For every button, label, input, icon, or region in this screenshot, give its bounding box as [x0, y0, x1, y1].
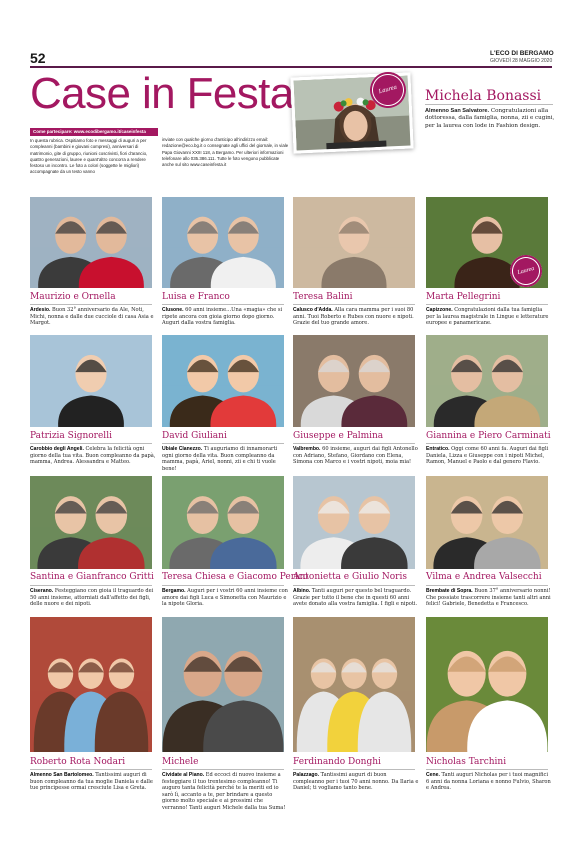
greeting-name: Vilma e Andrea Valsecchi [426, 572, 542, 582]
greeting-name: Teresa Chiesa e Giacomo Perico [162, 572, 309, 582]
greeting-name-rule [162, 304, 284, 305]
greeting-message [293, 307, 419, 327]
greeting-name-rule [162, 769, 284, 770]
greeting-name-rule [30, 769, 152, 770]
greeting-place: Carobbio degli Angeli. [30, 446, 84, 452]
greeting-photo [30, 335, 152, 427]
greeting-photo [293, 197, 415, 288]
greeting-name: Giannina e Piero Carminati [426, 431, 551, 441]
greeting-place: Entratico. [426, 446, 450, 452]
greeting-photo [293, 617, 415, 752]
greeting-place: Ardesio. [30, 307, 51, 313]
greeting-place: Ciserano. [30, 588, 54, 594]
greeting-photo [426, 476, 548, 569]
greeting-name: Teresa Balini [293, 292, 353, 302]
intro-text-right: inviate con qualche giorno d'anticipo all'indirizzo email: redazione@eco.bg.it o consegnate agli uffici del giornale, in viale Papa Giovanni XXIII 118, a Bergamo. Per ulteriori informazioni telefonare allo 035.386.111. Tutte le foto vengono pubblicate anche sul sito www.caseinfesta.it [162, 137, 289, 168]
greeting-text: Congratulazioni dalla tua famiglia per la laurea magistrale in Lingue e letterature europee e panamericane. [426, 307, 549, 327]
greeting-photo [30, 476, 152, 569]
greeting-text: Celebra la felicità ogni giorno della tua vita. Buon compleanno da papà, mamma, Andrea. Alessandra e Matteo. [30, 446, 156, 466]
greeting-place: Palazzago. [293, 772, 320, 778]
greeting-place: Bergamo. [162, 588, 186, 594]
greeting-text: Ed eccoci di nuovo insieme a festeggiare il tuo trentesimo compleanno! Ti auguro tanta felicità perché te la meriti ed io sarò lì, accanto a te, per brindare a questo giorno molto speciale e ai prossimi che verranno! Tanti auguri Michele dalla tua Suma! [162, 772, 286, 811]
intro-text-left: In questa rubrica. Ospitiamo foto e messaggi di auguri a per compleanni (bambini e giovani compresi), anniversari di matrimonio, gite di gruppo, riunioni coscrivisti, fiori d'arancio, quattro generazioni, lauree e quant'altro concorra a rendere festoso un incontro. Le foto a colori (soggette le migliori) accompagnate da un testo vanno [30, 138, 148, 175]
greeting-place: Clusone. [162, 307, 184, 313]
greeting-text: 60 anni insieme…Una «magia» che si ripete ancora con gioia giorno dopo giorno. Auguri dalla vostra famiglia. [162, 307, 283, 327]
greeting-text: Festeggiano con gioia il traguardo dei 50 anni insieme, attorniati dall'affetto dei figli, delle nuore e dei nipoti. [30, 588, 154, 608]
greeting-name-rule [293, 443, 415, 444]
greeting-message [293, 772, 419, 792]
greeting-name: Roberto Rota Nodari [30, 757, 126, 767]
hero-name-rule [425, 104, 553, 105]
greeting-message [162, 307, 288, 327]
greeting-name-rule [30, 585, 152, 586]
greeting-text: Ti auguriamo di innamorarti ogni giorno della vita. Buon compleanno da mamma, papà, Ariel, nonni, zii e chi ti vuole bene! [162, 446, 278, 472]
greeting-photo [30, 617, 152, 752]
greeting-text: Tanti auguri Nicholas per i tuoi magnifici 6 anni da nonna Loriana e nonno Fulvio, Sharon e Andrea. [426, 772, 551, 792]
hero-message-text: Congratulazioni alla dottoressa, dalla famiglia, nonna, zii e cugini, per la laurea con lode in Fashion design. [425, 108, 555, 129]
greeting-name: Nicholas Tarchini [426, 757, 507, 767]
greeting-text: Buon 32° anniversario da Ale, Noti, Michi, nonna e dalle due cucciole di casa Asia e Margot. [30, 307, 154, 327]
greeting-photo [426, 335, 548, 427]
greeting-name-rule [293, 304, 415, 305]
section-title: Case in Festa [30, 69, 294, 118]
publication-name: L'ECO DI BERGAMO [490, 50, 554, 57]
greeting-name: Luisa e Franco [162, 292, 230, 302]
greeting-name-rule [426, 443, 548, 444]
greeting-message [30, 772, 156, 792]
greeting-message [426, 772, 552, 792]
greeting-place: Calusco d'Adda. [293, 307, 333, 313]
greeting-message [293, 446, 419, 466]
greeting-message [30, 446, 156, 466]
greeting-text: Alla cara mamma per i suoi 80 anni. Tuoi Roberto e Rubes con nuore e nipoti. Grazie del tuo grande amore. [293, 307, 414, 327]
page-number: 52 [30, 50, 46, 66]
greeting-message [426, 588, 552, 608]
greeting-message [162, 588, 288, 608]
greeting-name-rule [30, 304, 152, 305]
greeting-photo [293, 476, 415, 569]
greeting-name: David Giuliani [162, 431, 227, 441]
greeting-photo [162, 335, 284, 427]
greeting-text: Tantissimi auguri di buon compleanno da tua moglie Daniela e dalle tue principesse ormai cresciute Lisa e Greta. [30, 772, 153, 792]
greeting-place: Valbrembo. [293, 446, 321, 452]
laurea-badge: Laurea [366, 68, 410, 112]
greeting-place: Almenno San Bartolomeo. [30, 772, 94, 778]
greeting-name-rule [426, 585, 548, 586]
greeting-photo [426, 617, 548, 752]
greeting-name: Giuseppe e Palmina [293, 431, 384, 441]
greeting-name-rule [426, 304, 548, 305]
greeting-name-rule [30, 443, 152, 444]
greeting-place: Brembate di Sopra. [426, 588, 473, 594]
greeting-message [426, 446, 552, 466]
hero-message [425, 108, 555, 130]
greeting-text: Oggi come 60 anni fa. Auguri dai figli Daniela, Lizza e Giuseppe con i nipoti Michel, Ramon, Manuel e Paolo e dal genero Flavio. [426, 446, 549, 466]
greeting-text: Buon 37° anniversario nonni! Che possiate trascorrere insieme tanti altri anni felici! Gabriele, Benedetta e Francesco. [426, 588, 551, 608]
greeting-message [162, 446, 288, 472]
greeting-message [426, 307, 552, 327]
greeting-message [30, 307, 156, 327]
laurea-badge: Laurea [506, 251, 545, 290]
greeting-name: Antonietta e Giulio Noris [293, 572, 407, 582]
greeting-photo [162, 617, 284, 752]
publication-date: GIOVEDÌ 28 MAGGIO 2020 [490, 58, 553, 64]
greeting-name-rule [293, 585, 415, 586]
greeting-name-rule [162, 443, 284, 444]
greeting-text: Tanti auguri per questo bel traguardo. Grazie per tutto il bene che in questi 60 anni avete donato alla vostra famiglia. I figli e nipoti. [293, 588, 418, 608]
hero-name: Michela Bonassi [425, 88, 542, 104]
greeting-name: Michele [162, 757, 199, 767]
greeting-place: Cene. [426, 772, 440, 778]
greeting-photo [162, 476, 284, 569]
hero-place: Almenno San Salvatore. [425, 108, 490, 114]
greeting-name: Ferdinando Donghi [293, 757, 381, 767]
greeting-place: Capizzone. [426, 307, 453, 313]
info-bar: Come partecipare: www.ecodibergamo.it/caseinfesta [30, 128, 158, 136]
greeting-name-rule [162, 585, 284, 586]
greeting-name: Patrizia Signorelli [30, 431, 112, 441]
greeting-photo [162, 197, 284, 288]
greeting-text: Auguri per i vostri 60 anni insieme con amore dai figli Luca e Simonetta con Maurizio e la nipote Gloria. [162, 588, 288, 608]
greeting-message [162, 772, 288, 812]
greeting-place: Cividate al Piano. [162, 772, 205, 778]
greeting-place: Ubiale Clanezzo. [162, 446, 203, 452]
greeting-name: Maurizio e Ornella [30, 292, 116, 302]
greeting-photo [293, 335, 415, 427]
header-rule [30, 66, 552, 68]
greeting-name: Marta Pellegrini [426, 292, 501, 302]
greeting-name: Santina e Gianfranco Gritti [30, 572, 154, 582]
greeting-message [293, 588, 419, 608]
greeting-name-rule [426, 769, 548, 770]
greeting-photo [30, 197, 152, 288]
greeting-message [30, 588, 156, 608]
greeting-name-rule [293, 769, 415, 770]
greeting-text: 60 insieme, auguri dai figli Antonello con Adriano, Stefano, Giordano con Elena, Simona con Marco e i vostri nipoti, moia mia! [293, 446, 418, 466]
greeting-text: Tantissimi auguri di buon compleanno per i tuoi 70 anni nonno. Da Ilaria e Daniel; ti vogliamo tanto bene. [293, 772, 419, 792]
greeting-place: Albino. [293, 588, 311, 594]
